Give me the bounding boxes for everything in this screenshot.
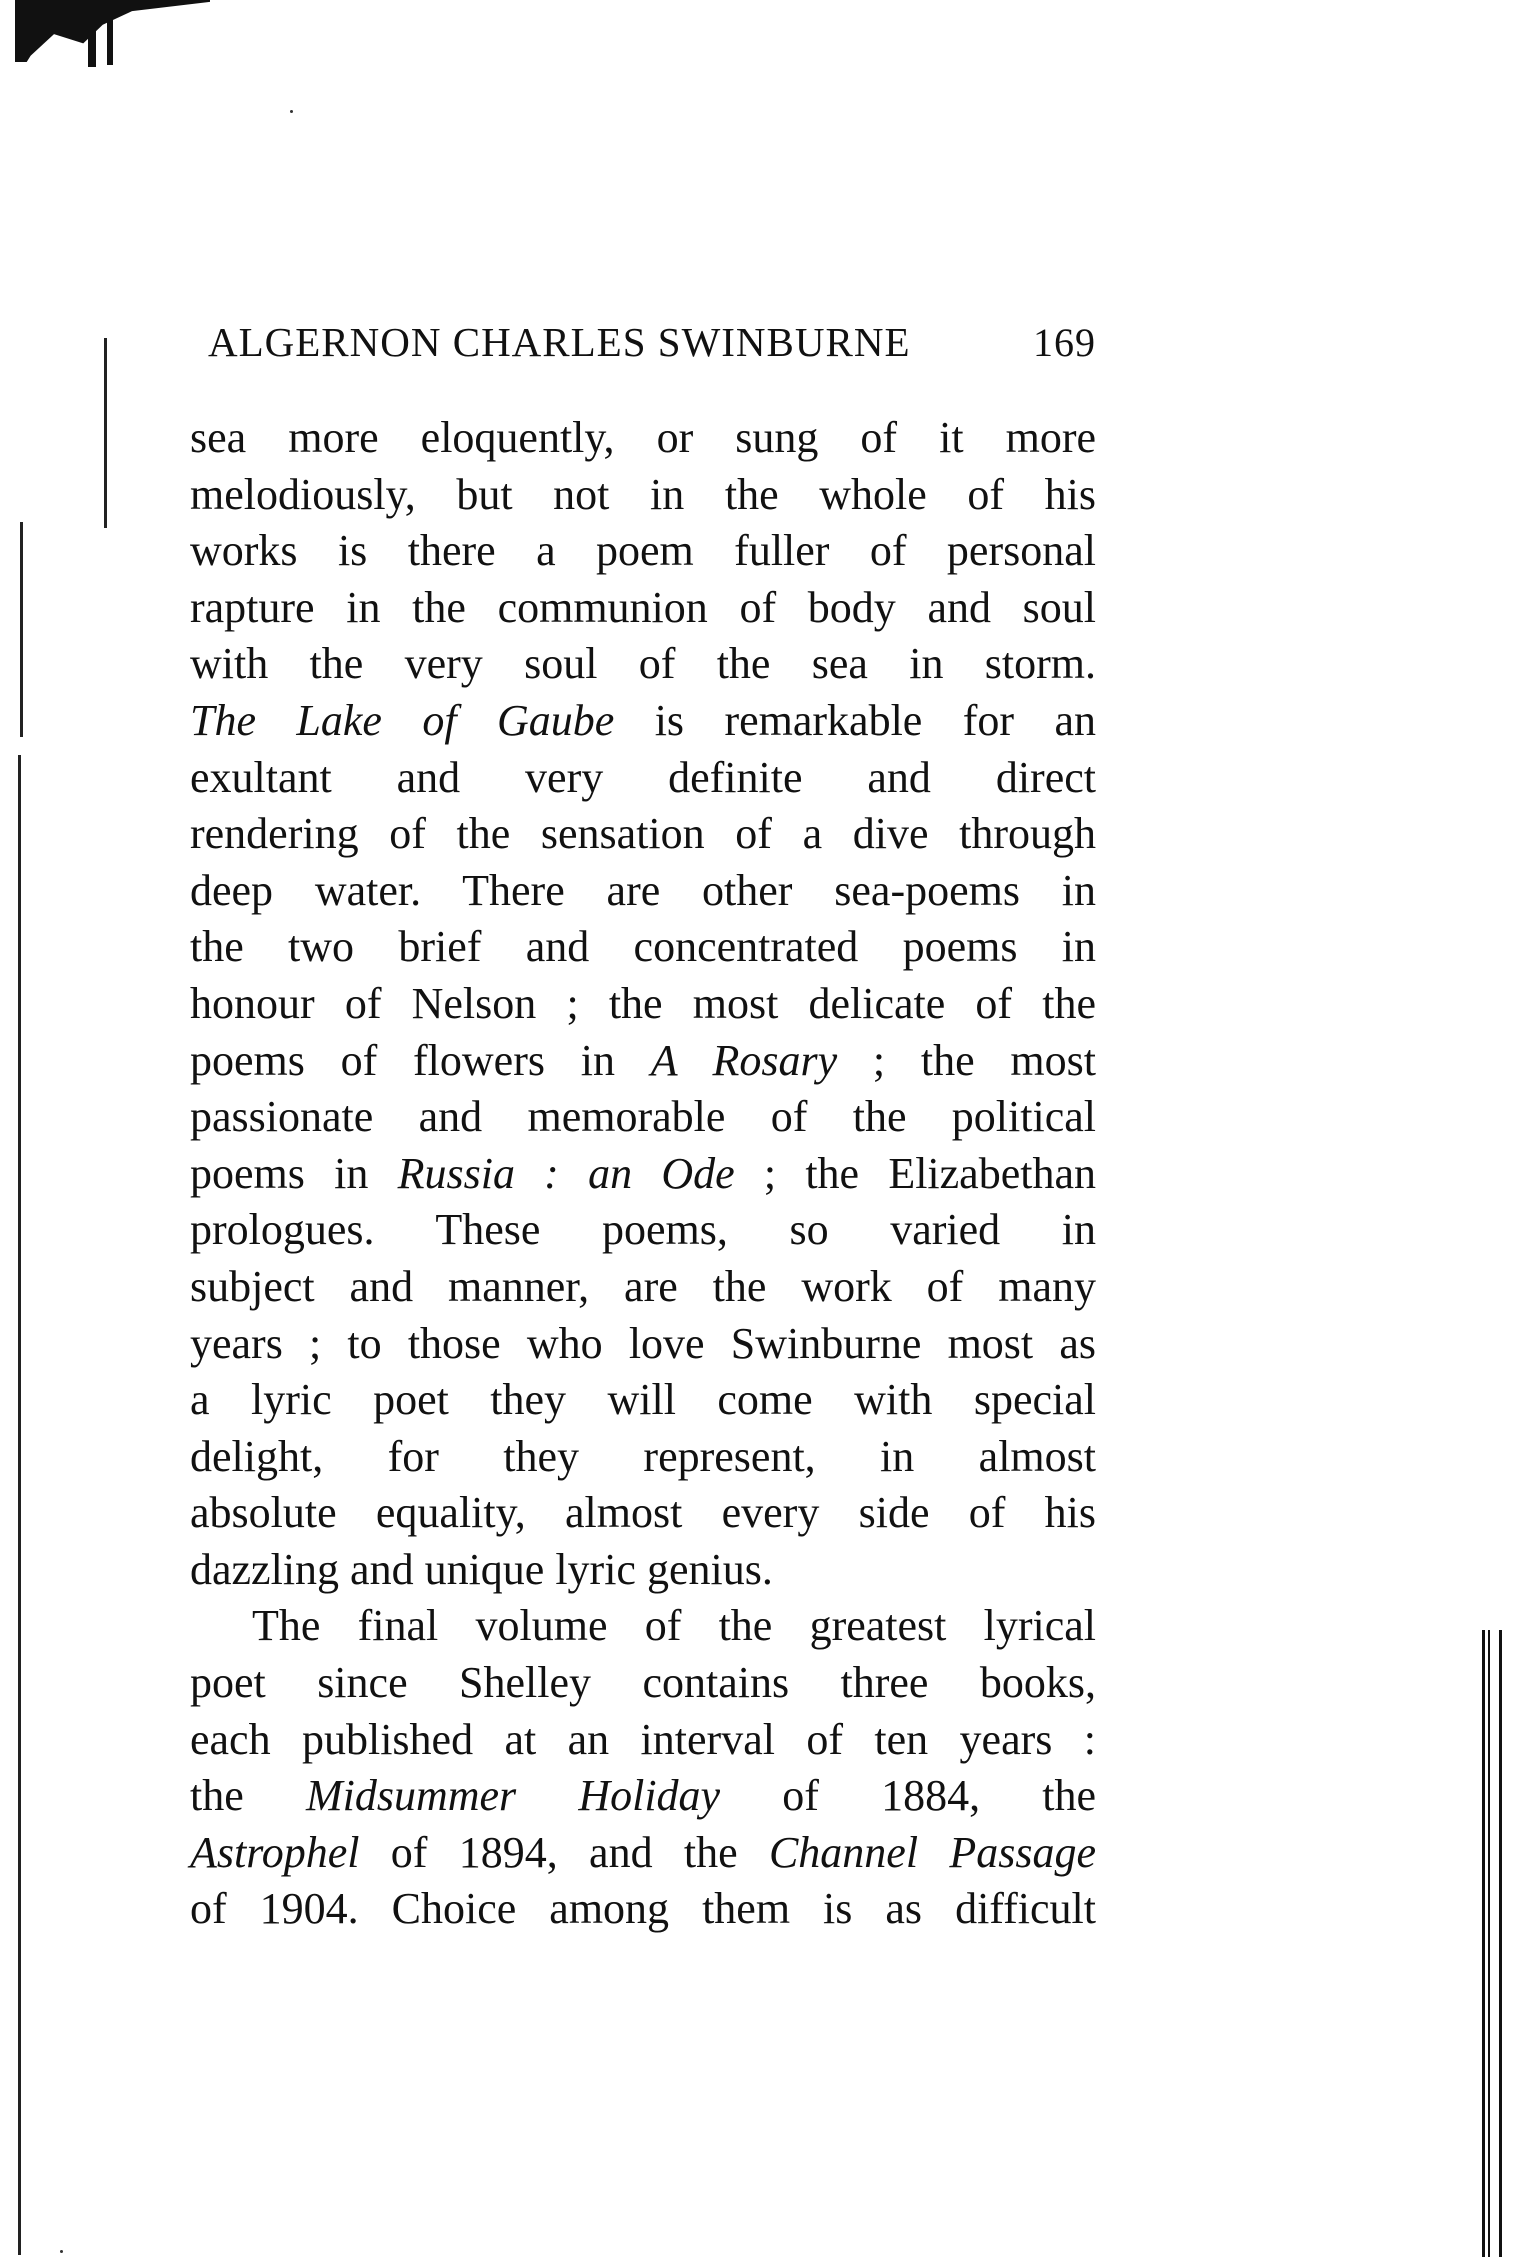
scan-edge-mark <box>1482 1630 1502 2257</box>
text-line <box>190 693 1096 750</box>
body-text <box>190 410 1096 1938</box>
text-line <box>190 1259 1096 1316</box>
text-line <box>190 1316 1096 1373</box>
text-run: prologues. These poems, so varied in <box>190 1205 1096 1255</box>
text-run: exultant and very definite and direct <box>190 752 1096 802</box>
italic-title: Astrophel <box>190 1827 360 1877</box>
italic-title: Midsummer Holiday <box>305 1771 721 1821</box>
text-run: each published at an interval of ten years : <box>190 1714 1096 1764</box>
scan-corner-artifact <box>107 20 113 65</box>
text-line <box>190 1881 1096 1938</box>
text-line <box>190 919 1096 976</box>
running-head <box>208 318 1096 368</box>
scan-corner-artifact <box>88 25 96 67</box>
text-line <box>190 806 1096 863</box>
scan-edge-mark <box>104 338 107 528</box>
text-line <box>190 1768 1096 1825</box>
text-run: the <box>190 1771 306 1821</box>
italic-title: Channel Passage <box>768 1827 1096 1877</box>
text-line <box>190 750 1096 807</box>
text-line <box>190 1372 1096 1429</box>
text-run: rapture in the communion of body and soul <box>190 582 1096 632</box>
text-run: dazzling and unique lyric genius. <box>190 1544 773 1594</box>
italic-title: A Rosary <box>650 1035 838 1085</box>
text-line <box>190 1598 1096 1655</box>
text-run: ; the Elizabethan <box>734 1148 1096 1198</box>
text-line <box>190 1655 1096 1712</box>
text-run: a lyric poet they will come with special <box>190 1375 1096 1425</box>
text-line <box>190 1429 1096 1486</box>
italic-title: Russia : an Ode <box>397 1148 735 1198</box>
text-line <box>190 410 1096 467</box>
text-run: the two brief and concentrated poems in <box>190 922 1096 972</box>
scan-edge-mark <box>18 755 21 2255</box>
text-run: delight, for they represent, in almost <box>190 1431 1096 1481</box>
text-run: passionate and memorable of the political <box>190 1092 1096 1142</box>
text-line <box>190 1542 1096 1599</box>
text-line <box>190 1033 1096 1090</box>
text-run: of 1904. Choice among them is as difficult <box>190 1884 1096 1934</box>
text-line <box>190 580 1096 637</box>
text-run: years ; to those who love Swinburne most as <box>190 1318 1096 1368</box>
text-line <box>190 523 1096 580</box>
scan-speck <box>290 110 293 113</box>
text-line <box>190 1146 1096 1203</box>
scan-speck <box>60 2250 63 2253</box>
text-run: subject and manner, are the work of many <box>190 1261 1096 1311</box>
page-number: 169 <box>1033 320 1096 365</box>
text-run: rendering of the sensation of a dive through <box>190 809 1096 859</box>
text-line <box>190 1485 1096 1542</box>
text-run: ; the most <box>837 1035 1096 1085</box>
running-head-title: ALGERNON CHARLES SWINBURNE <box>208 319 911 365</box>
text-run: absolute equality, almost every side of his <box>190 1488 1096 1538</box>
text-run: is remarkable for an <box>614 695 1096 745</box>
text-line <box>190 1089 1096 1146</box>
text-run: of 1884, the <box>720 1771 1096 1821</box>
text-run: sea more eloquently, or sung of it more <box>190 413 1096 462</box>
text-line <box>190 1712 1096 1769</box>
text-line <box>190 467 1096 524</box>
text-run: poems of flowers in <box>190 1035 651 1085</box>
text-run: poet since Shelley contains three books, <box>190 1658 1096 1708</box>
text-line <box>190 863 1096 920</box>
text-line <box>190 636 1096 693</box>
scan-edge-mark <box>20 522 23 737</box>
text-run: works is there a poem fuller of personal <box>190 526 1096 576</box>
text-run: The final volume of the greatest lyrical <box>252 1601 1096 1651</box>
text-run: with the very soul of the sea in storm. <box>190 639 1096 689</box>
text-run: of 1894, and the <box>359 1827 769 1877</box>
italic-title: The Lake of Gaube <box>190 695 615 745</box>
text-run: melodiously, but not in the whole of his <box>190 469 1096 519</box>
text-line <box>190 1202 1096 1259</box>
text-run: honour of Nelson ; the most delicate of the <box>190 978 1096 1028</box>
text-line <box>190 976 1096 1033</box>
text-run: deep water. There are other sea-poems in <box>190 865 1096 915</box>
text-line <box>190 1825 1096 1882</box>
text-run: poems in <box>190 1148 398 1198</box>
